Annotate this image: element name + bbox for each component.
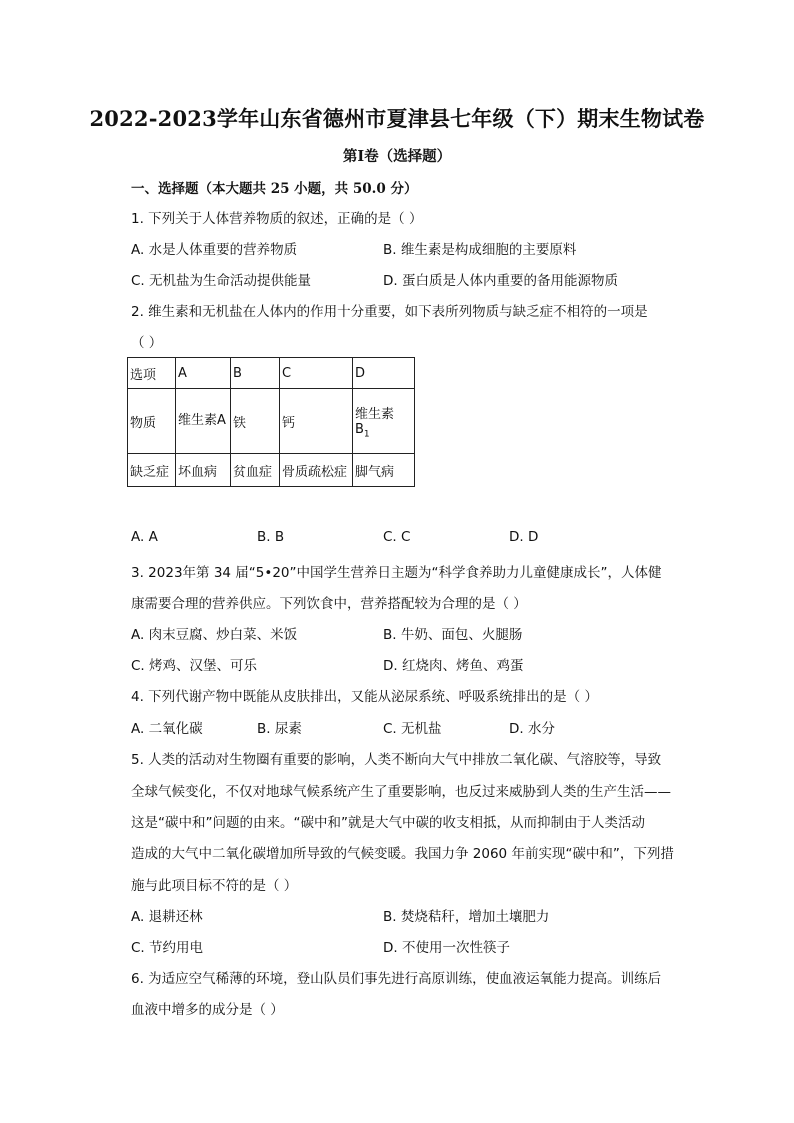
question-5-stem-line-4: 造成的大气中二氧化碳增加所导致的气候变暖。我国力争 2060 年前实现“碳中和”，下列措	[131, 846, 674, 862]
table-cell: 缺乏症	[128, 454, 176, 487]
question-2-stem-line-2: （ ）	[131, 335, 163, 351]
question-2-stem-line-1: 2. 维生素和无机盐在人体内的作用十分重要，如下表所列物质与缺乏症不相符的一项是	[131, 304, 648, 320]
question-4-option-a: A. 二氧化碳	[131, 721, 203, 737]
question-2-option-d: D. D	[509, 529, 539, 545]
table-header-row	[128, 358, 415, 389]
question-1-option-c: C. 无机盐为生命活动提供能量	[131, 273, 312, 289]
table-cell: C	[280, 358, 353, 389]
question-5-stem-line-1: 5. 人类的活动对生物圈有重要的影响，人类不断向大气中排放二氧化碳、气溶胶等，导致	[131, 752, 662, 768]
question-5-option-b: B. 焚烧秸秆，增加土壤肥力	[383, 909, 550, 925]
table-cell: 选项	[128, 358, 176, 389]
question-3-option-a: A. 肉末豆腐、炒白菜、米饭	[131, 627, 298, 643]
table-row-substance	[128, 389, 415, 454]
question-1-option-b: B. 维生素是构成细胞的主要原料	[383, 242, 577, 258]
table-cell: 铁	[231, 389, 280, 454]
page-title: 2022-2023学年山东省德州市夏津县七年级（下）期末生物试卷	[89, 106, 705, 131]
question-4-option-b: B. 尿素	[257, 721, 302, 737]
question-1-option-d: D. 蛋白质是人体内重要的备用能源物质	[383, 273, 618, 289]
table-cell: 钙	[280, 389, 353, 454]
question-5-stem-line-3: 这是“碳中和”问题的由来。“碳中和”就是大气中碳的收支相抵，从而抑制由于人类活动	[131, 815, 645, 831]
question-6-stem-line-2: 血液中增多的成分是（ ）	[131, 1002, 284, 1018]
table-row-disease	[128, 454, 415, 487]
table-cell: B	[231, 358, 280, 389]
question-1-stem: 1. 下列关于人体营养物质的叙述，正确的是（ ）	[131, 211, 423, 227]
question-3-stem-line-2: 康需要合理的营养供应。下列饮食中，营养搭配较为合理的是（ ）	[131, 596, 527, 612]
table-cell: 物质	[128, 389, 176, 454]
table-cell: 贫血症	[231, 454, 280, 487]
question-5-option-d: D. 不使用一次性筷子	[383, 940, 510, 956]
question-2-option-a: A. A	[131, 529, 158, 545]
table-cell	[353, 389, 415, 454]
table-cell-text: 维生素 B	[355, 406, 395, 437]
question-3-option-d: D. 红烧肉、烤鱼、鸡蛋	[383, 658, 524, 674]
question-2-option-c: C. C	[383, 529, 411, 545]
question-4-option-c: C. 无机盐	[383, 721, 442, 737]
table-cell: 骨质疏松症	[280, 454, 353, 487]
vitamin-mineral-table	[127, 357, 415, 487]
section-heading: 一、选择题（本大题共 25 小题，共 50.0 分）	[131, 181, 418, 197]
table-cell-text: 维生素A	[178, 413, 226, 428]
table-cell	[176, 389, 231, 454]
table-cell: 脚气病	[353, 454, 415, 487]
question-4-stem: 4. 下列代谢产物中既能从皮肤排出，又能从泌尿系统、呼吸系统排出的是（ ）	[131, 689, 598, 705]
question-1-option-a: A. 水是人体重要的营养物质	[131, 242, 298, 258]
table-cell: D	[353, 358, 415, 389]
question-3-option-c: C. 烤鸡、汉堡、可乐	[131, 658, 258, 674]
question-2-option-b: B. B	[257, 529, 285, 545]
question-5-stem-line-2: 全球气候变化，不仅对地球气候系统产生了重要影响，也反过来威胁到人类的生产生活——	[131, 784, 671, 800]
question-5-option-a: A. 退耕还林	[131, 909, 203, 925]
subscript: 1	[363, 429, 370, 440]
table-cell: A	[176, 358, 231, 389]
question-5-option-c: C. 节约用电	[131, 940, 204, 956]
question-3-option-b: B. 牛奶、面包、火腿肠	[383, 627, 523, 643]
question-3-stem-line-1: 3. 2023年第 34 届“5•20”中国学生营养日主题为“科学食养助力儿童健康成长”，人体健	[131, 565, 662, 581]
question-6-stem-line-1: 6. 为适应空气稀薄的环境，登山队员们事先进行高原训练，使血液运氧能力提高。训练后	[131, 971, 662, 987]
table-cell: 坏血病	[176, 454, 231, 487]
part-title: 第I卷（选择题）	[342, 148, 452, 165]
question-5-stem-line-5: 施与此项目标不符的是（ ）	[131, 878, 298, 894]
question-4-option-d: D. 水分	[509, 721, 555, 737]
